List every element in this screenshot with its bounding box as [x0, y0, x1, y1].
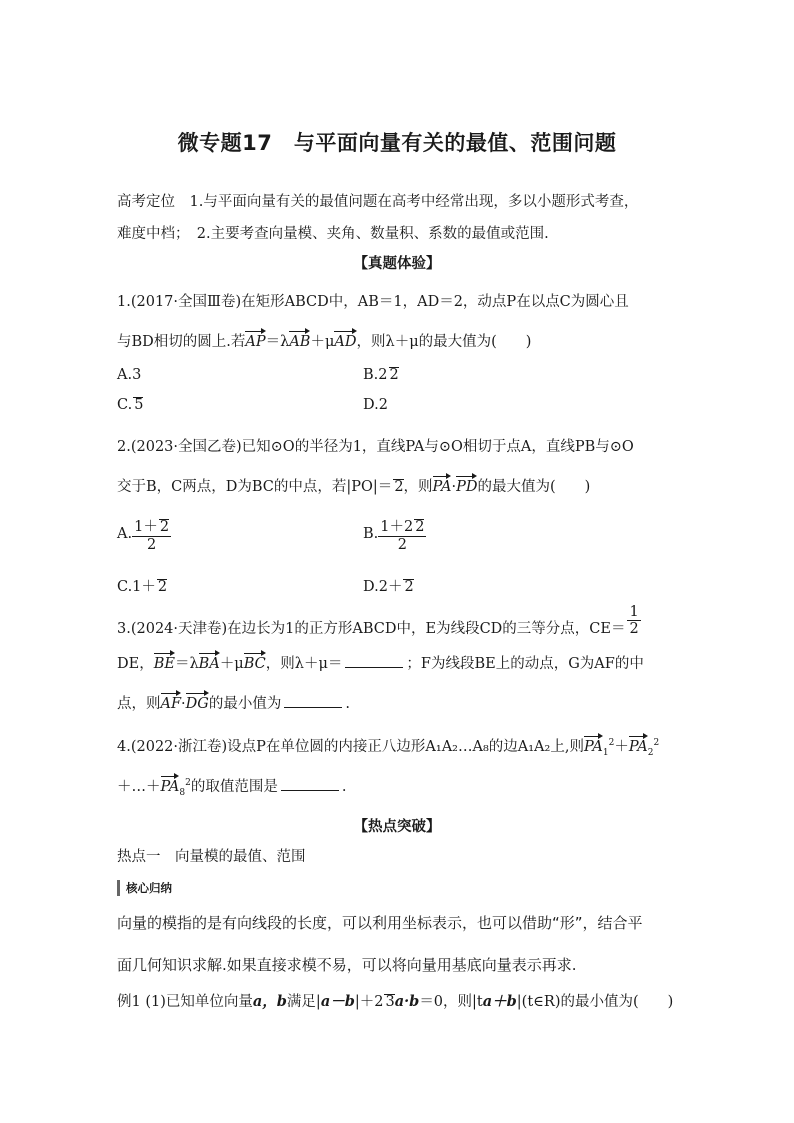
- q1-line-2: 与BD相切的圆上.若AP＝λAB＋μAD，则λ＋μ的最大值为( ): [117, 334, 532, 350]
- answer-blank-1[interactable]: [345, 667, 403, 668]
- q2-line-1: 2.(2023·全国乙卷)已知⊙O的半径为1，直线PA与⊙O相切于点A，直线PB与⊙O: [117, 439, 634, 455]
- hot-topic-title: 热点一 向量模的最值、范围: [117, 849, 306, 865]
- vector-pa8: PA: [160, 779, 180, 795]
- vector-ad: AD: [334, 334, 357, 350]
- q1-option-b[interactable]: B.2 2: [363, 367, 399, 383]
- vector-pd: PD: [456, 479, 478, 495]
- vector-ab: AB: [289, 334, 311, 350]
- q3-line-1: 3.(2024·天津卷)在边长为1的正方形ABCD中，E为线段CD的三等分点，CE＝ $\frac{1}{2}$: [117, 604, 639, 637]
- vector-pa: PA: [432, 479, 452, 495]
- q4-line-1: 4.(2022·浙江卷)设点P在单位圆的内接正八边形A₁A₂…A₈的边A₁A₂上,则$PA_1^2+PA_2^2$: [117, 738, 660, 758]
- vector-dg: DG: [185, 696, 209, 712]
- q2-option-c[interactable]: C.1＋ 2: [117, 579, 168, 595]
- vector-af: AF: [160, 696, 182, 712]
- core-text-line-1: 向量的模指的是有向线段的长度，可以利用坐标表示，也可以借助“形”，结合平: [117, 914, 643, 932]
- vector-pa1: PA: [583, 739, 603, 755]
- answer-blank-3[interactable]: [281, 790, 339, 791]
- answer-blank-2[interactable]: [284, 707, 342, 708]
- vector-ba: BA: [198, 656, 220, 672]
- q1-option-d[interactable]: D.2: [363, 397, 388, 413]
- example-1-line: 例1 (1)已知单位向量a，b满足|a－b|＋2 3a·b＝0，则|ta＋b|(t∈R)的最小值为( ): [117, 993, 674, 1010]
- q4-line-2: $+\dots+PA_8^2$的取值范围是 .: [117, 778, 347, 798]
- q3-line-2: DE，BE＝λBA＋μBC，则λ＋μ＝ ；F为线段BE上的动点，G为AF的中: [117, 656, 644, 672]
- q2-option-a[interactable]: A. $\frac{1+ 2}{2}$: [117, 515, 171, 553]
- section-hot-topics: 【热点突破】: [353, 818, 441, 835]
- vector-ap: AP: [245, 334, 266, 350]
- vector-pa2: PA: [628, 739, 648, 755]
- vector-be: BE: [153, 656, 175, 672]
- vector-bc: BC: [243, 656, 266, 672]
- core-text-line-2: 面几何知识求解.如果直接求模不易，可以将向量用基底向量表示再求.: [117, 956, 577, 974]
- intro-line-2: 难度中档； 2.主要考查向量模、夹角、数量积、系数的最值或范围.: [117, 226, 549, 242]
- page-title: 微专题17 与平面向量有关的最值、范围问题: [177, 131, 617, 155]
- q3-line-3: 点，则AF·DG的最小值为 .: [117, 696, 350, 712]
- q2-line-2: 交于B，C两点，D为BC的中点，若|PO|＝ 2，则PA·PD的最大值为( ): [117, 479, 591, 495]
- q2-option-d[interactable]: D.2＋ 2: [363, 579, 414, 595]
- q1-option-c[interactable]: C. 5: [117, 397, 144, 413]
- core-summary-label: 核心归纳: [117, 880, 172, 896]
- q1-line-1: 1.(2017·全国Ⅲ卷)在矩形ABCD中，AB＝1，AD＝2，动点P在以点C为圆心且: [117, 294, 629, 310]
- q1-option-a[interactable]: A.3: [117, 367, 142, 383]
- q2-option-b[interactable]: B. $\frac{1+2 2}{2}$: [363, 515, 426, 553]
- intro-line-1: 高考定位 1.与平面向量有关的最值问题在高考中经常出现，多以小题形式考查，: [117, 194, 639, 210]
- section-real-questions: 【真题体验】: [353, 255, 441, 272]
